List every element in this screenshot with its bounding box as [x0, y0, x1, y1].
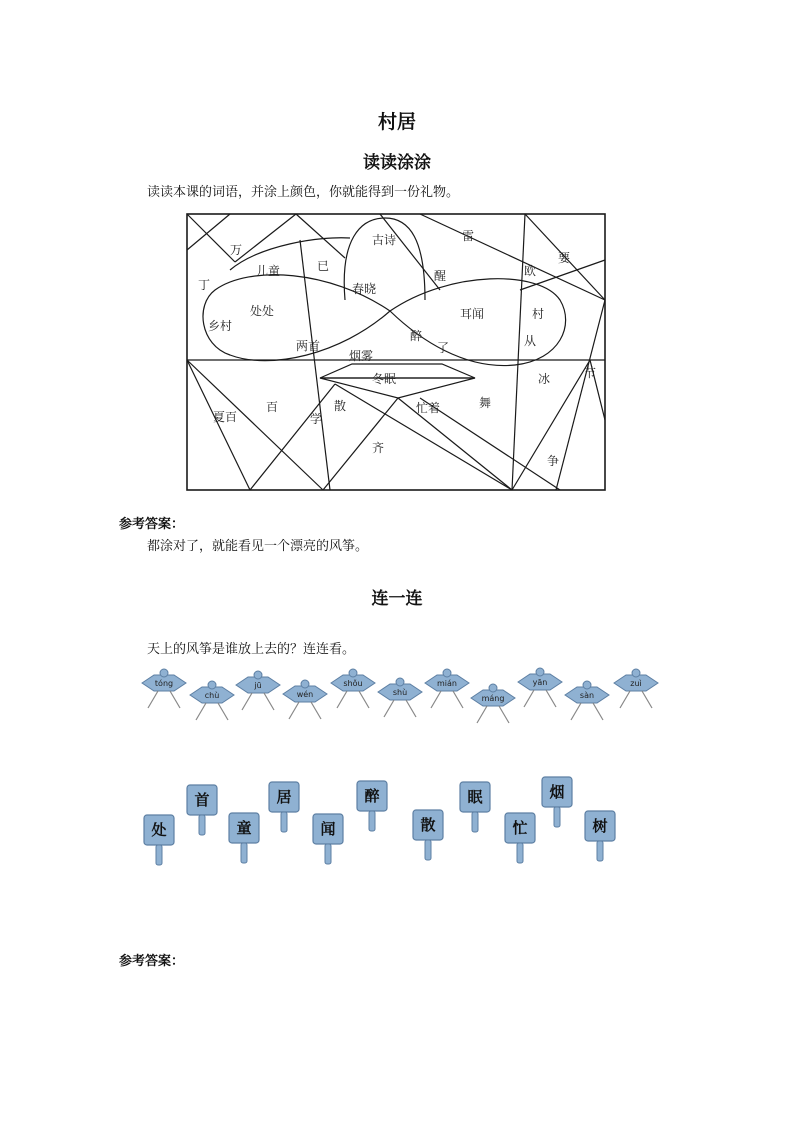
character-label: 忙 — [512, 819, 528, 837]
kite-head — [632, 669, 640, 677]
puzzle-word: 古诗 — [371, 233, 397, 247]
pinyin-label: máng — [481, 694, 505, 703]
puzzle-word: 已 — [316, 259, 330, 273]
kite-legs — [620, 691, 652, 708]
tail-stick — [281, 812, 287, 832]
kite-tail-character — [144, 815, 174, 865]
pinyin-label: wén — [296, 690, 314, 699]
tail-stick — [517, 843, 523, 863]
puzzle-word: 百 — [265, 400, 279, 414]
puzzle-word: 春晓 — [351, 282, 377, 296]
puzzle-word: 散 — [333, 399, 347, 413]
character-label: 眠 — [467, 788, 483, 806]
tail-stick — [369, 811, 375, 831]
section-title-connect: 连一连 — [371, 589, 423, 609]
character-label: 童 — [236, 819, 252, 837]
tail-stick — [597, 841, 603, 861]
tail-stick — [199, 815, 205, 835]
puzzle-word: 烟雾 — [348, 349, 374, 363]
kite-tail-character — [542, 777, 572, 827]
kite-tail-character — [187, 785, 217, 835]
pinyin-label: mián — [437, 679, 457, 688]
kite-head — [254, 671, 262, 679]
tail-stick — [325, 844, 331, 864]
tail-stick — [425, 840, 431, 860]
character-label: 醉 — [364, 787, 380, 805]
kite-legs — [384, 700, 416, 717]
kite-legs — [431, 691, 463, 708]
instruction-text: 天上的风筝是谁放上去的？连连看。 — [147, 642, 356, 657]
puzzle-word: 要 — [557, 251, 571, 265]
puzzle-word: 村 — [531, 307, 545, 321]
kite-tail-character — [413, 810, 443, 860]
pinyin-label: shǒu — [343, 679, 363, 688]
answer-text: 都涂对了，就能看见一个漂亮的风筝。 — [147, 539, 369, 554]
kite-pinyin — [565, 681, 609, 720]
kite-head — [583, 681, 591, 689]
kite-legs — [571, 703, 603, 720]
kite-tail-character — [357, 781, 387, 831]
kite-head — [208, 681, 216, 689]
pinyin-label: shù — [392, 688, 408, 697]
kite-pinyin — [614, 669, 658, 708]
character-label: 居 — [276, 788, 292, 806]
pinyin-label: tóng — [154, 679, 174, 688]
instruction-text: 读读本课的词语，并涂上颜色，你就能得到一份礼物。 — [147, 185, 460, 200]
tail-stick — [472, 812, 478, 832]
puzzle-word: 忙着 — [415, 401, 441, 415]
kite-pinyin — [190, 681, 234, 720]
kite-pinyin — [236, 671, 280, 710]
character-label: 烟 — [549, 783, 565, 801]
kite-head — [396, 678, 404, 686]
puzzle-word: 了 — [436, 341, 450, 355]
page-title: 村居 — [377, 111, 416, 133]
pinyin-label: yān — [532, 678, 548, 687]
puzzle-word: 齐 — [371, 441, 385, 455]
puzzle-word: 冬眠 — [371, 372, 397, 386]
answer-label: 参考答案： — [119, 954, 185, 969]
kite-pinyin — [425, 669, 469, 708]
kite-pinyin — [142, 669, 186, 708]
kite-legs — [242, 693, 274, 710]
kite-tail-character — [229, 813, 259, 863]
kite-legs — [524, 690, 556, 707]
kite-legs — [289, 702, 321, 719]
puzzle-word: 儿童 — [255, 264, 281, 278]
pinyin-label: chù — [204, 691, 220, 700]
kite-legs — [148, 691, 180, 708]
pinyin-label: sàn — [579, 691, 595, 700]
tail-stick — [156, 845, 162, 865]
puzzle-word: 两首 — [295, 339, 321, 353]
section-title-read-color: 读读涂涂 — [363, 153, 431, 173]
pinyin-label: zuì — [630, 679, 642, 688]
kite-tail-character — [585, 811, 615, 861]
puzzle-word: 乡村 — [207, 319, 233, 333]
kite-head — [349, 669, 357, 677]
puzzle-word: 丁 — [197, 278, 211, 292]
puzzle-word: 节 — [583, 366, 597, 380]
puzzle-word: 欧 — [523, 264, 537, 278]
kite-head — [301, 680, 309, 688]
character-label: 散 — [420, 816, 436, 834]
kite-pinyin — [471, 684, 515, 723]
kite-head — [443, 669, 451, 677]
kite-pinyin — [283, 680, 327, 719]
character-label: 首 — [194, 791, 210, 809]
kite-legs — [337, 691, 369, 708]
puzzle-word: 醉 — [409, 329, 423, 343]
kite-pinyin — [378, 678, 422, 717]
puzzle-word: 醒 — [433, 269, 447, 283]
puzzle-word: 舞 — [478, 396, 492, 410]
puzzle-word: 雷 — [461, 229, 475, 243]
kite-pinyin — [331, 669, 375, 708]
kite-pinyin — [518, 668, 562, 707]
kite-tail-character — [505, 813, 535, 863]
kite-tail-character — [460, 782, 490, 832]
puzzle-word: 从 — [523, 334, 537, 348]
kite-head — [536, 668, 544, 676]
pinyin-label: jū — [254, 681, 262, 690]
puzzle-word: 争 — [546, 454, 560, 468]
character-label: 闻 — [320, 820, 336, 838]
puzzle-word: 万 — [229, 243, 243, 257]
puzzle-word: 处处 — [249, 304, 275, 318]
puzzle-word: 夏百 — [212, 410, 238, 424]
character-label: 树 — [592, 817, 608, 835]
kite-legs — [477, 706, 509, 723]
kite-tail-character — [269, 782, 299, 832]
puzzle-word: 冰 — [537, 372, 551, 386]
kite-legs — [196, 703, 228, 720]
tail-stick — [241, 843, 247, 863]
kite-head — [489, 684, 497, 692]
tail-stick — [554, 807, 560, 827]
answer-label: 参考答案： — [119, 517, 185, 532]
character-label: 处 — [151, 821, 167, 839]
kite-head — [160, 669, 168, 677]
puzzle-word: 学 — [309, 412, 323, 426]
kite-tail-character — [313, 814, 343, 864]
puzzle-word: 耳闻 — [459, 307, 485, 321]
